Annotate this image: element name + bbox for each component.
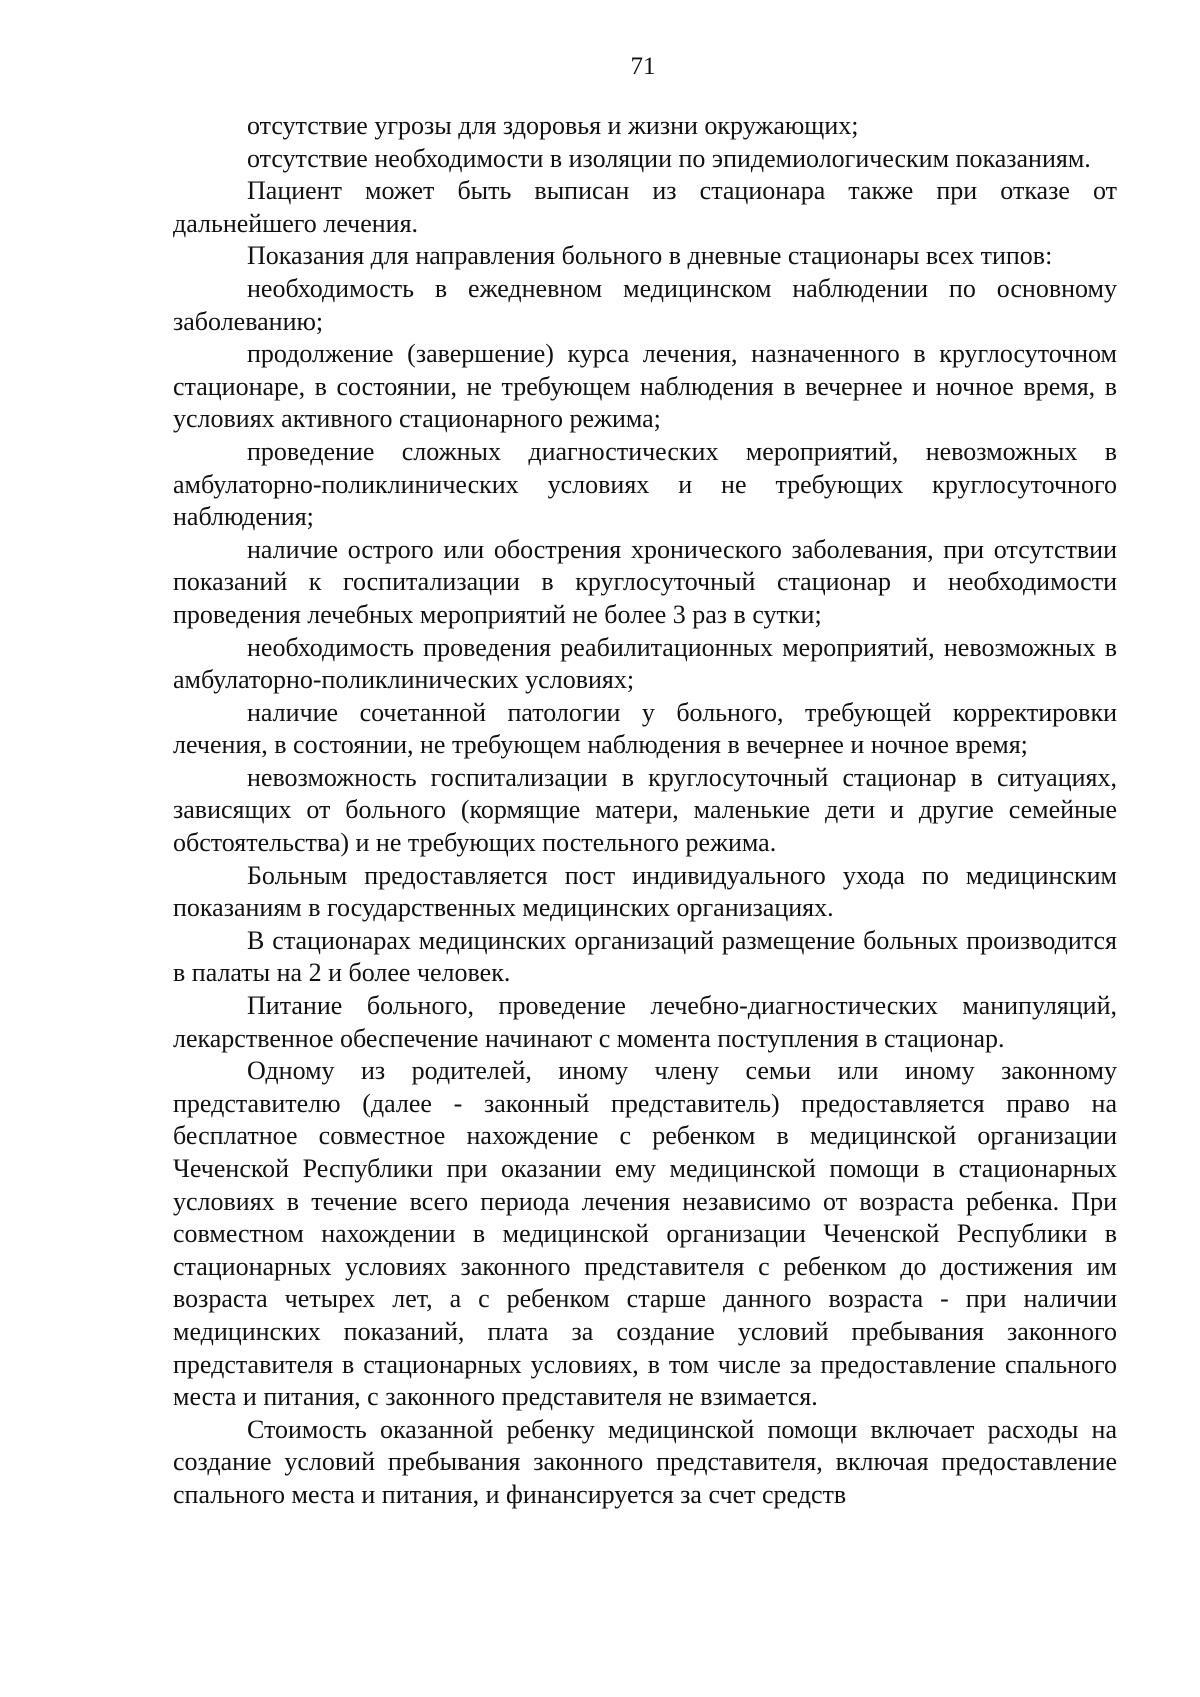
paragraph: необходимость в ежедневном медицинском наблюдении по основному заболеванию; <box>173 273 1117 336</box>
paragraph: Больным предоставляется пост индивидуального ухода по медицинским показаниям в государственных медицинских организациях. <box>173 860 1117 923</box>
paragraph: проведение сложных диагностических мероприятий, невозможных в амбулаторно-поликлинических условиях и не требующих круглосуточного наблюдения; <box>173 436 1117 532</box>
paragraph: наличие острого или обострения хронического заболевания, при отсутствии показаний к госпитализации в круглосуточный стационар и необходимости проведения лечебных мероприятий не более 3 раз в сутки; <box>173 534 1117 629</box>
paragraph: Стоимость оказанной ребенку медицинской помощи включает расходы на создание условий пребывания законного представителя, включая предоставление спального места и питания, и финансируется за счет средств <box>173 1414 1117 1509</box>
paragraph: Одному из родителей, иному члену семьи или иному законному представителю (далее - законный представитель) предоставляется право на бесплатное совместное нахождение с ребенком в медицинской организации Чеченской Республики при оказании ему медицинской помощи в стационарных условиях в течение всего периода лечения независимо от возраста ребенка. При совместном нахождении в медицинской организации Чеченской Республики в стационарных условиях законного представителя с ребенком до достижения им возраста четырех лет, а с ребенком старше данного возраста - при наличии медицинских показаний, плата за создание условий пребывания законного представителя в стационарных условиях, в том числе за предоставление спального места и питания, с законного представителя не взимается. <box>173 1056 1117 1412</box>
paragraph: продолжение (завершение) курса лечения, назначенного в круглосуточном стационаре, в состоянии, не требующем наблюдения в вечернее и ночное время, в условиях активного стационарного режима; <box>173 339 1117 434</box>
paragraph: необходимость проведения реабилитационных мероприятий, невозможных в амбулаторно-поликлинических условиях; <box>173 632 1117 695</box>
paragraph: наличие сочетанной патологии у больного, требующей корректировки лечения, в состоянии, не требующем наблюдения в вечернее и ночное время; <box>173 697 1117 760</box>
paragraph: невозможность госпитализации в круглосуточный стационар в ситуациях, зависящих от больного (кормящие матери, маленькие дети и другие семейные обстоятельства) и не требующих постельного режима. <box>173 762 1117 858</box>
page-number: 71 <box>630 53 656 80</box>
paragraph: Питание больного, проведение лечебно-диагностических манипуляций, лекарственное обеспечение начинают с момента поступления в стационар. <box>173 991 1117 1053</box>
paragraph: Показания для направления больного в дневные стационары всех типов: <box>247 241 1053 271</box>
paragraph: Пациент может быть выписан из стационара также при отказе от дальнейшего лечения. <box>173 176 1117 238</box>
document-body <box>173 110 1117 1512</box>
paragraph: В стационарах медицинских организаций размещение больных производится в палаты на 2 и более человек. <box>173 925 1117 988</box>
paragraph: отсутствие необходимости в изоляции по эпидемиологическим показаниям. <box>247 143 1091 173</box>
paragraph: отсутствие угрозы для здоровья и жизни окружающих; <box>247 111 859 140</box>
